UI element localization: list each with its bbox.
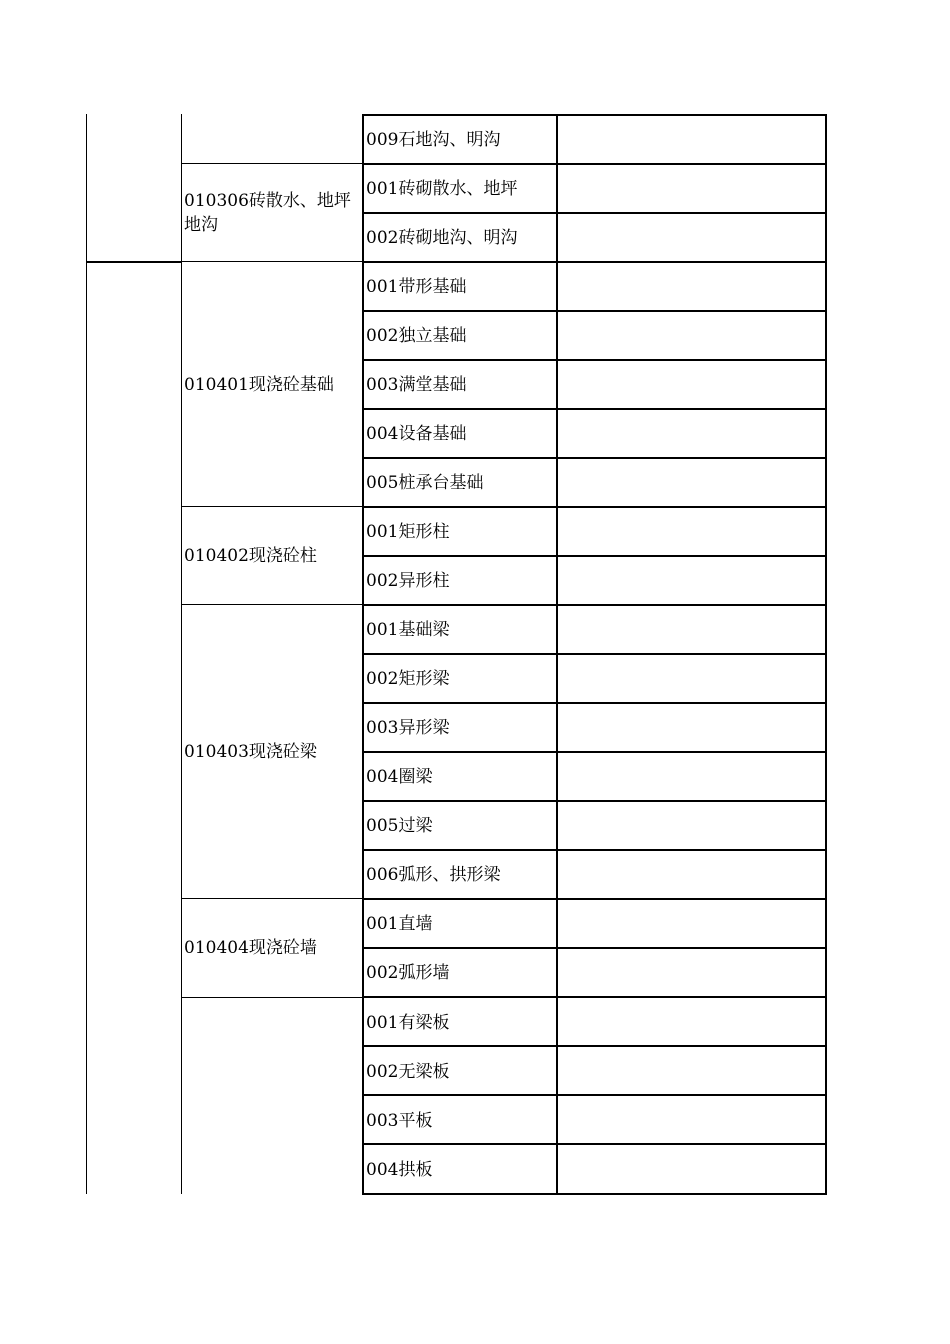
row-border	[362, 359, 827, 361]
item-cell: 003平板	[366, 1111, 433, 1131]
item-cell: 006弧形、拱形梁	[366, 865, 501, 885]
row-border	[362, 898, 827, 900]
item-cell: 005桩承台基础	[366, 473, 484, 493]
item-cell: 001直墙	[366, 914, 433, 934]
row-border	[362, 1094, 827, 1096]
section-divider	[86, 261, 182, 263]
group-divider	[181, 604, 363, 605]
row-border	[362, 506, 827, 508]
group-divider	[181, 506, 363, 507]
item-cell: 001砖砌散水、地坪	[366, 179, 518, 199]
row-border	[362, 114, 827, 116]
row-border	[362, 163, 827, 165]
item-cell: 002弧形墙	[366, 963, 450, 983]
row-border	[362, 261, 827, 263]
group-divider	[181, 997, 363, 998]
col-b-left-border	[181, 114, 182, 1194]
item-cell: 004圈梁	[366, 767, 433, 787]
row-border	[362, 996, 827, 998]
item-cell: 003满堂基础	[366, 375, 467, 395]
row-border	[362, 310, 827, 312]
item-cell: 004拱板	[366, 1160, 433, 1180]
row-border	[362, 457, 827, 459]
row-border	[362, 1045, 827, 1047]
row-border	[362, 604, 827, 606]
item-cell: 009石地沟、明沟	[366, 130, 501, 150]
item-cell: 002砖砌地沟、明沟	[366, 228, 518, 248]
col-a-left-border	[86, 114, 87, 1194]
item-cell: 002异形柱	[366, 571, 450, 591]
item-cell: 001矩形柱	[366, 522, 450, 542]
row-border	[362, 1193, 827, 1195]
item-cell: 005过梁	[366, 816, 433, 836]
row-border	[362, 800, 827, 802]
group-label: 010402现浇砼柱	[184, 546, 317, 566]
item-cell: 002独立基础	[366, 326, 467, 346]
group-label: 010401现浇砼基础	[184, 375, 334, 395]
row-border	[362, 947, 827, 949]
row-border	[362, 1143, 827, 1145]
group-divider	[181, 163, 363, 164]
row-border	[362, 702, 827, 704]
group-divider	[181, 261, 363, 262]
item-cell: 004设备基础	[366, 424, 467, 444]
row-border	[362, 408, 827, 410]
item-cell: 002矩形梁	[366, 669, 450, 689]
item-cell: 003异形梁	[366, 718, 450, 738]
row-border	[362, 849, 827, 851]
group-label: 010403现浇砼梁	[184, 742, 317, 762]
group-label: 010404现浇砼墙	[184, 938, 317, 958]
group-label: 010306砖散水、地坪地沟	[184, 191, 351, 235]
item-cell: 002无梁板	[366, 1062, 450, 1082]
row-border	[362, 751, 827, 753]
row-border	[362, 653, 827, 655]
item-cell: 001有梁板	[366, 1013, 450, 1033]
row-border	[362, 555, 827, 557]
group-divider	[181, 898, 363, 899]
item-cell: 001基础梁	[366, 620, 450, 640]
row-border	[362, 212, 827, 214]
item-cell: 001带形基础	[366, 277, 467, 297]
